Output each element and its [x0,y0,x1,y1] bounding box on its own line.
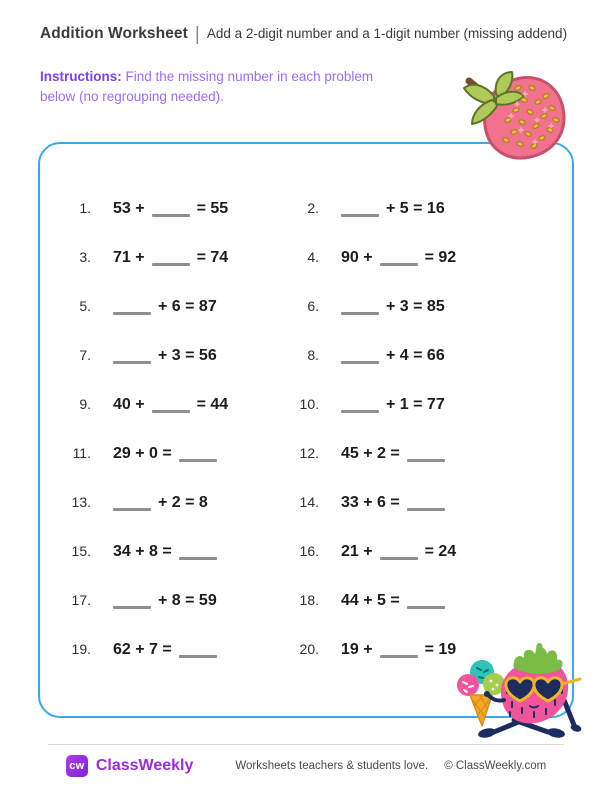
problem-item [293,494,572,543]
answer-blank [179,655,217,658]
problem-number: 9. [79,396,91,412]
answer-blank [113,508,151,511]
problem-item [293,592,572,641]
problem-number: 4. [307,249,319,265]
problem-equation [341,200,445,218]
equation-before-blank: 71 + [113,249,145,266]
footer-copyright: © ClassWeekly.com [444,760,547,772]
equation-before-blank: 33 + 6 = [341,494,400,511]
problems-grid [40,144,572,716]
problem-equation [113,445,217,463]
instructions-text: Find the missing number in each problem below (no regrouping needed). [40,69,374,104]
problem-equation [341,298,445,316]
problem-number: 14. [299,494,319,510]
problem-equation [113,298,217,316]
problem-item [65,543,293,592]
answer-blank [152,410,190,413]
problem-item [65,445,293,494]
answer-blank [380,263,418,266]
equation-after-blank: + 2 = 8 [158,494,208,511]
answer-blank [341,410,379,413]
answer-blank [341,312,379,315]
equation-before-blank: 45 + 2 = [341,445,400,462]
strawberry-illustration [458,70,573,160]
problem-number: 5. [79,298,91,314]
equation-before-blank: 44 + 5 = [341,592,400,609]
problem-equation [113,200,228,218]
equation-after-blank: + 5 = 16 [386,200,445,217]
problem-number: 17. [71,592,91,608]
problem-number: 2. [307,200,319,216]
problem-number: 16. [299,543,319,559]
equation-after-blank: + 6 = 87 [158,298,217,315]
problem-item [293,445,572,494]
equation-after-blank: = 24 [424,543,457,560]
instructions [40,67,412,107]
problem-number: 11. [72,445,91,461]
problem-number: 12. [299,445,319,461]
equation-before-blank: 53 + [113,200,145,217]
answer-blank [179,557,217,560]
equation-after-blank: = 55 [196,200,229,217]
equation-after-blank: = 19 [424,641,457,658]
problem-number: 18. [299,592,319,608]
problem-equation [341,641,456,659]
problem-number: 20. [299,641,319,657]
answer-blank [380,557,418,560]
problem-item [65,592,293,641]
classweekly-logo-icon: cw [66,755,88,777]
problem-equation [113,494,208,512]
equation-before-blank: 21 + [341,543,373,560]
strawberry-character-icon [452,642,582,738]
equation-after-blank: + 8 = 59 [158,592,217,609]
footer [0,752,612,780]
title-separator: | [194,24,200,45]
answer-blank [341,361,379,364]
problem-item [293,543,572,592]
equation-before-blank: 40 + [113,396,145,413]
problem-number: 10. [299,396,319,412]
equation-before-blank: 34 + 8 = [113,543,172,560]
equation-after-blank: = 74 [196,249,229,266]
footer-divider [48,744,564,745]
page-header [40,24,580,46]
problem-item [293,396,572,445]
equation-after-blank: = 92 [424,249,457,266]
brand-name: ClassWeekly [95,757,194,774]
equation-after-blank: + 4 = 66 [386,347,445,364]
problem-equation [113,347,217,365]
answer-blank [380,655,418,658]
problem-item [293,347,572,396]
problem-equation [341,445,445,463]
problem-number: 13. [71,494,91,510]
problem-equation [113,543,217,561]
problem-equation [113,249,228,267]
worksheet-subtitle: Add a 2-digit number and a 1-digit number (missing addend) [206,26,568,41]
equation-before-blank: 19 + [341,641,373,658]
worksheet-title: Addition Worksheet [40,25,188,42]
answer-blank [341,214,379,217]
equation-before-blank: 90 + [341,249,373,266]
problem-number: 8. [307,347,319,363]
instructions-label: Instructions: [40,69,122,84]
problem-number: 15. [71,543,91,559]
answer-blank [152,263,190,266]
equation-after-blank: + 3 = 85 [386,298,445,315]
problem-equation [341,494,445,512]
footer-tagline: Worksheets teachers & students love. [235,760,429,772]
answer-blank [113,361,151,364]
equation-after-blank: + 1 = 77 [386,396,445,413]
answer-blank [113,606,151,609]
problem-equation [341,396,445,414]
problem-number: 6. [307,298,319,314]
problem-equation [341,347,445,365]
problem-item [65,641,293,690]
problem-item [293,249,572,298]
problem-number: 1. [79,200,91,216]
problem-number: 19. [71,641,91,657]
problem-equation [113,592,217,610]
equation-after-blank: + 3 = 56 [158,347,217,364]
problem-item [293,298,572,347]
problem-number: 7. [79,347,91,363]
problem-equation [113,641,217,659]
answer-blank [179,459,217,462]
problem-item [65,298,293,347]
answer-blank [407,459,445,462]
equation-before-blank: 29 + 0 = [113,445,172,462]
problem-equation [341,249,456,267]
problem-equation [113,396,228,414]
problem-equation [341,592,445,610]
answer-blank [407,508,445,511]
problem-item [65,347,293,396]
problem-equation [341,543,456,561]
problem-item [65,494,293,543]
equation-after-blank: = 44 [196,396,229,413]
answer-blank [113,312,151,315]
problem-item [65,396,293,445]
problem-item [65,200,293,249]
answer-blank [407,606,445,609]
problem-number: 3. [79,249,91,265]
equation-before-blank: 62 + 7 = [113,641,172,658]
problem-item [293,200,572,249]
problem-item [65,249,293,298]
answer-blank [152,214,190,217]
